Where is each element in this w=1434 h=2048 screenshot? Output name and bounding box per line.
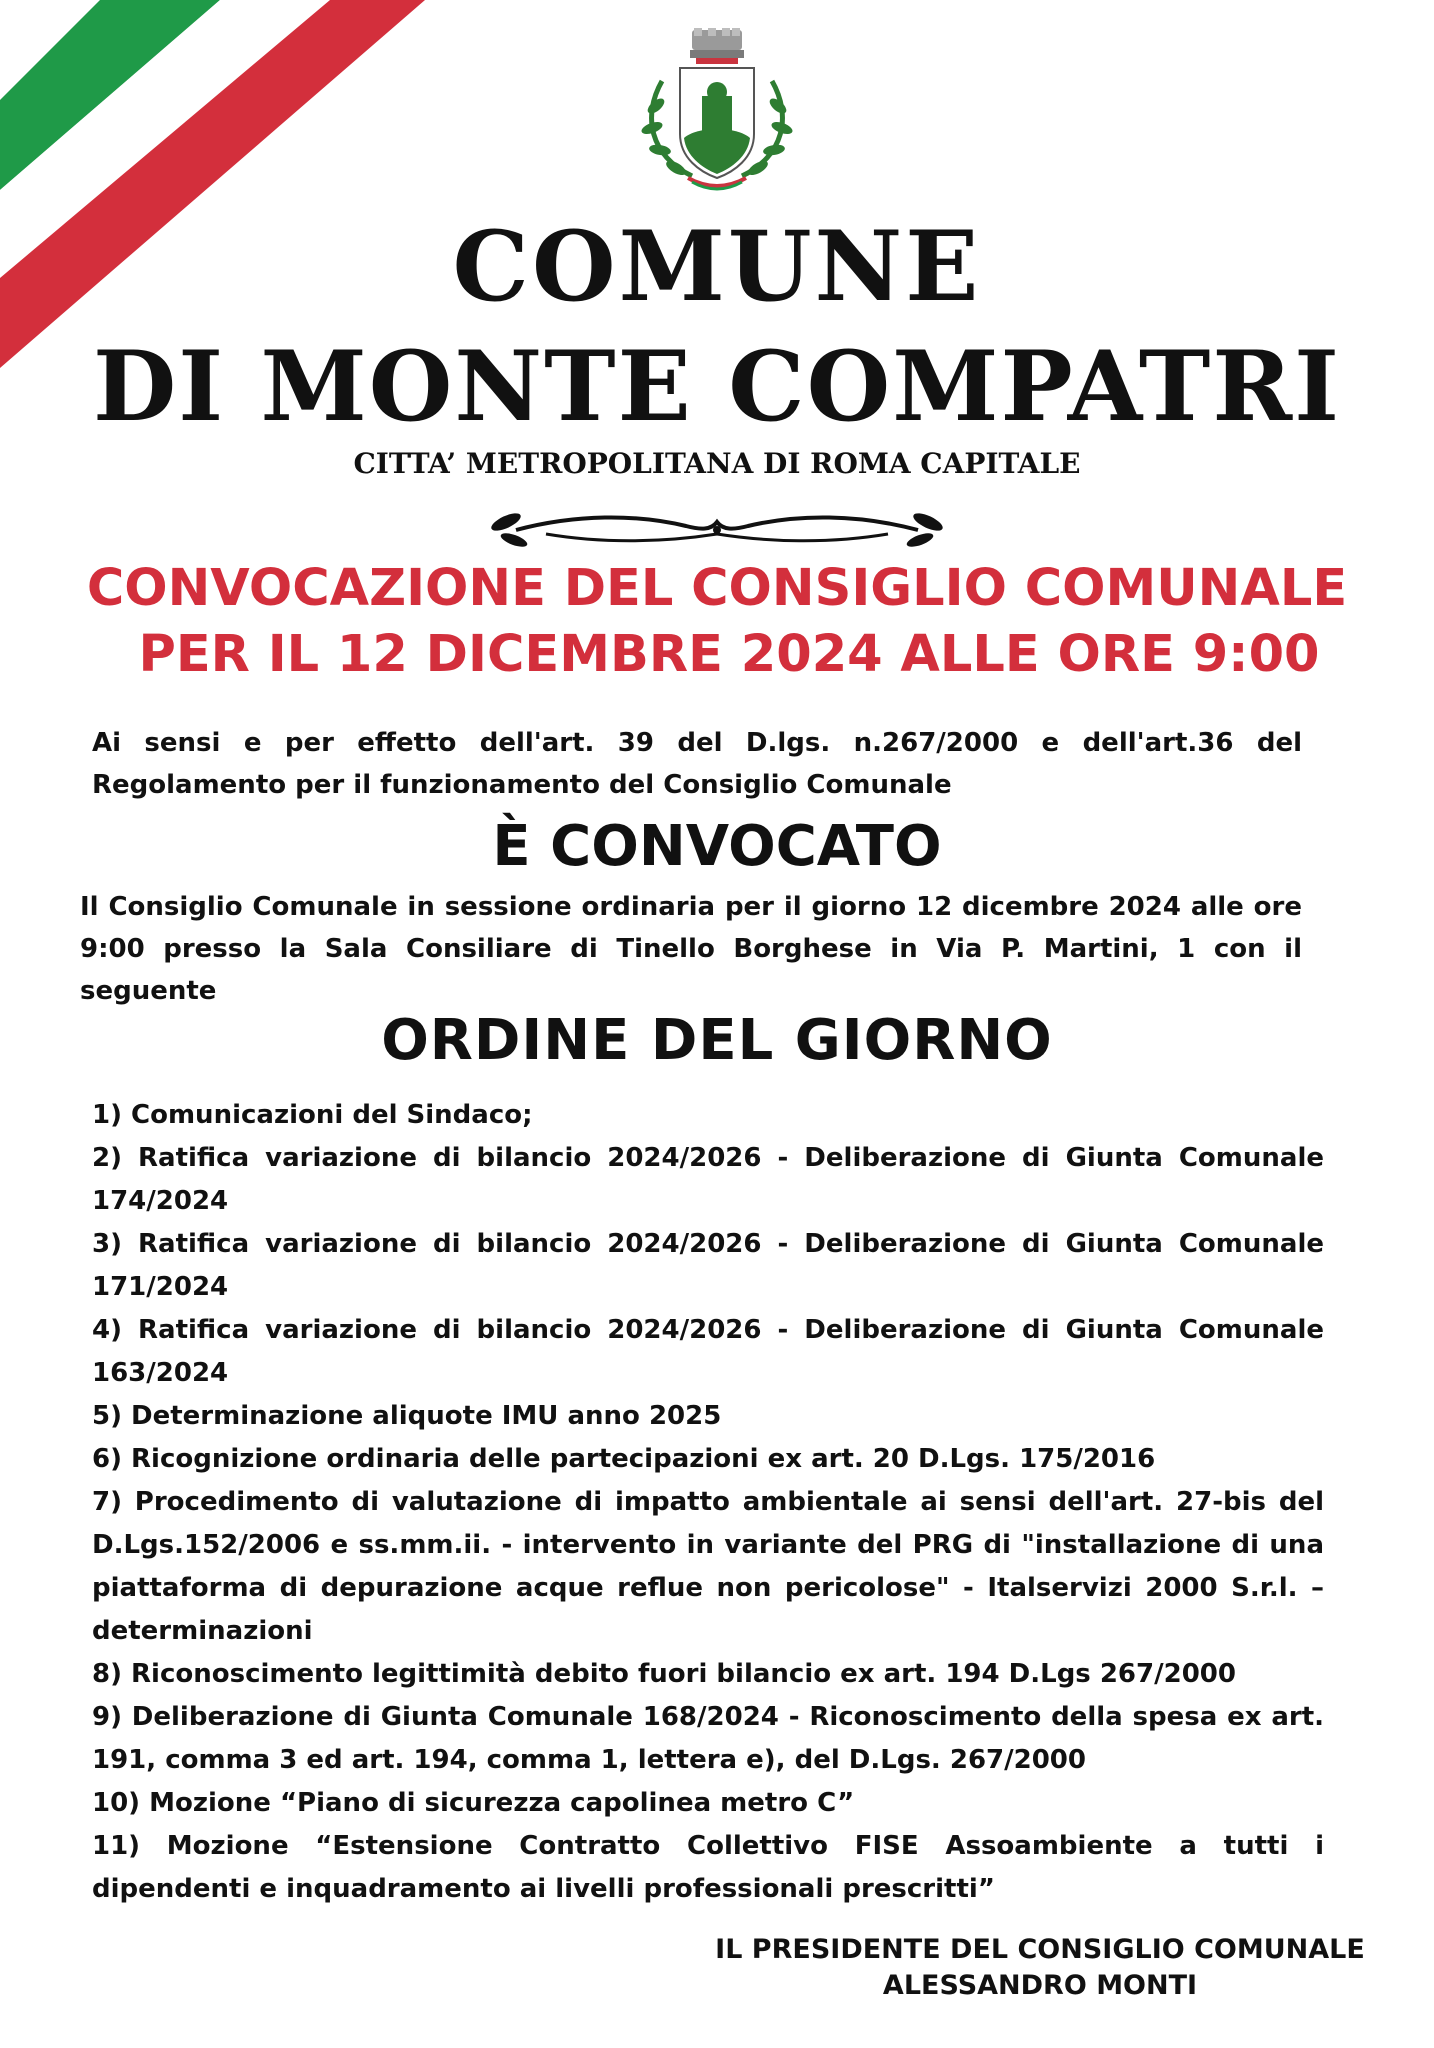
signature-name: ALESSANDRO MONTI	[882, 1970, 1198, 2001]
agenda-item: 7) Procedimento di valutazione di impatto ambientale ai sensi dell'art. 27-bis del D.Lgs.152/2006 e ss.mm.ii. - intervento in variante del PRG di "installazione di una piattaforma di depurazione acque reflue non pericolose" - Italservizi 2000 S.r.l. – determinazioni	[92, 1487, 1324, 1646]
convocato-heading: È CONVOCATO	[492, 814, 942, 879]
agenda-item: 10) Mozione “Piano di sicurezza capolinea metro C”	[92, 1788, 855, 1818]
convocation-headline-line1: CONVOCAZIONE DEL CONSIGLIO COMUNALE	[86, 559, 1348, 618]
session-paragraph: Il Consiglio Comunale in sessione ordinaria per il giorno 12 dicembre 2024 alle ore 9:00 presso la Sala Consiliare di Tinello Borghese in Via P. Martini, 1 con il seguente	[80, 892, 1302, 1006]
agenda-item: 3) Ratifica variazione di bilancio 2024/2026 - Deliberazione di Giunta Comunale 171/2024	[92, 1229, 1324, 1302]
coat-of-arms-icon	[622, 26, 812, 198]
page-subtitle: CITTA’ METROPOLITANA DI ROMA CAPITALE	[353, 447, 1081, 480]
agenda-item: 11) Mozione “Estensione Contratto Collettivo FISE Assoambiente a tutti i dipendenti e inquadramento ai livelli professionali prescritti”	[92, 1831, 1324, 1904]
agenda-item: 1) Comunicazioni del Sindaco;	[92, 1100, 533, 1130]
agenda-item: 2) Ratifica variazione di bilancio 2024/2026 - Deliberazione di Giunta Comunale 174/2024	[92, 1143, 1324, 1216]
convocation-headline-line2: PER IL 12 DICEMBRE 2024 ALLE ORE 9:00	[138, 625, 1320, 684]
agenda-item: 9) Deliberazione di Giunta Comunale 168/2024 - Riconoscimento della spesa ex art. 191, comma 3 ed art. 194, comma 1, lettera e), del D.Lgs. 267/2000	[92, 1702, 1324, 1775]
legal-basis-paragraph: Ai sensi e per effetto dell'art. 39 del D.lgs. n.267/2000 e dell'art.36 del Regolamento per il funzionamento del Consiglio Comunale	[92, 728, 1302, 800]
page-title-line1: COMUNE	[452, 210, 982, 323]
ornamental-divider-icon	[486, 508, 948, 552]
agenda-heading: ORDINE DEL GIORNO	[381, 1008, 1053, 1073]
agenda-item: 8) Riconoscimento legittimità debito fuori bilancio ex art. 194 D.Lgs 267/2000	[92, 1659, 1236, 1689]
agenda-item: 6) Ricognizione ordinaria delle partecipazioni ex art. 20 D.Lgs. 175/2016	[92, 1444, 1156, 1474]
agenda-list	[92, 1094, 1324, 1911]
agenda-item: 5) Determinazione aliquote IMU anno 2025	[92, 1401, 722, 1431]
agenda-item: 4) Ratifica variazione di bilancio 2024/2026 - Deliberazione di Giunta Comunale 163/2024	[92, 1315, 1324, 1388]
signature-role: IL PRESIDENTE DEL CONSIGLIO COMUNALE	[715, 1934, 1365, 1965]
page-title-line2: DI MONTE COMPATRI	[92, 330, 1342, 443]
